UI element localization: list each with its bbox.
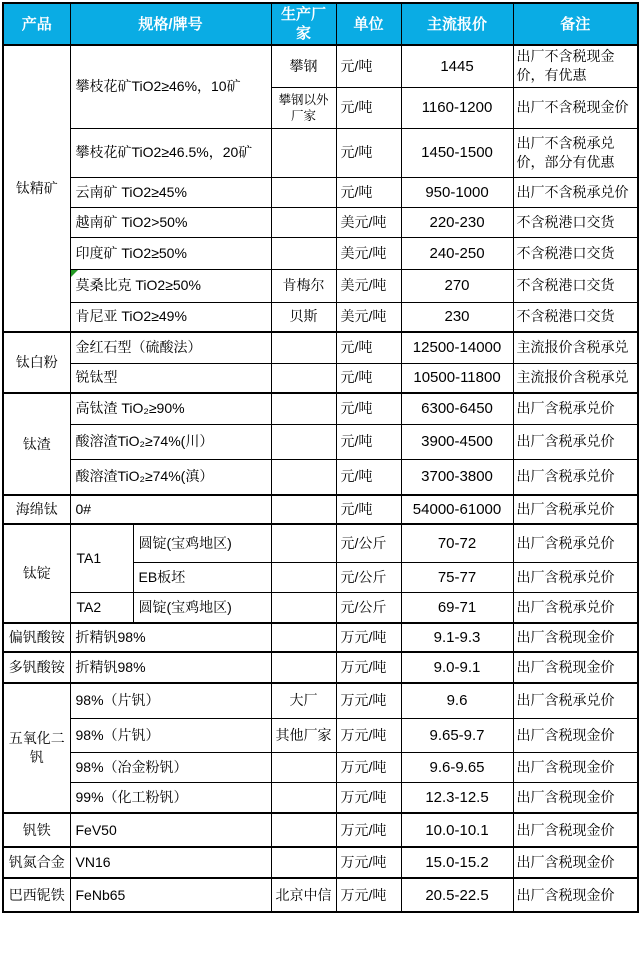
cell-product: 偏钒酸铵 xyxy=(3,623,70,652)
cell-maker xyxy=(271,495,336,524)
cell-note: 不含税港口交货 xyxy=(513,302,638,332)
cell-maker xyxy=(271,562,336,592)
cell-maker xyxy=(271,393,336,424)
cell-price: 3700-3800 xyxy=(401,459,513,495)
cell-maker xyxy=(271,177,336,207)
table-row xyxy=(3,207,638,237)
cell-note: 出厂含税现金价 xyxy=(513,718,638,752)
cell-spec-grade: TA1 xyxy=(70,524,133,592)
cell-unit: 元/吨 xyxy=(336,45,401,87)
cell-price: 9.1-9.3 xyxy=(401,623,513,652)
table-row xyxy=(3,718,638,752)
col-header-product: 产品 xyxy=(3,3,70,45)
cell-note: 出厂不含税现金价 xyxy=(513,87,638,128)
col-header-note: 备注 xyxy=(513,3,638,45)
cell-price: 240-250 xyxy=(401,237,513,269)
price-table xyxy=(2,2,639,913)
cell-note: 出厂含税现金价 xyxy=(513,847,638,878)
cell-maker xyxy=(271,459,336,495)
cell-spec: 高钛渣 TiO₂≥90% xyxy=(70,393,271,424)
cell-product: 多钒酸铵 xyxy=(3,652,70,683)
cell-note: 主流报价含税承兑 xyxy=(513,332,638,363)
cell-note: 出厂含税现金价 xyxy=(513,878,638,912)
table-row xyxy=(3,332,638,363)
cell-unit: 元/吨 xyxy=(336,495,401,524)
cell-maker xyxy=(271,752,336,782)
cell-price: 230 xyxy=(401,302,513,332)
cell-unit: 元/吨 xyxy=(336,332,401,363)
table-row xyxy=(3,752,638,782)
cell-note: 不含税港口交货 xyxy=(513,269,638,302)
cell-price: 1445 xyxy=(401,45,513,87)
cell-note: 出厂不含税承兑价，部分有优惠 xyxy=(513,128,638,177)
cell-spec: 云南矿 TiO2≥45% xyxy=(70,177,271,207)
cell-maker xyxy=(271,332,336,363)
table-row xyxy=(3,847,638,878)
cell-unit: 美元/吨 xyxy=(336,302,401,332)
cell-price: 69-71 xyxy=(401,592,513,623)
cell-unit: 美元/吨 xyxy=(336,269,401,302)
cell-unit: 万元/吨 xyxy=(336,683,401,718)
cell-spec: EB板坯 xyxy=(133,562,271,592)
cell-spec: 攀枝花矿TiO2≥46%，10矿 xyxy=(70,45,271,128)
table-row xyxy=(3,177,638,207)
cell-spec: 攀枝花矿TiO2≥46.5%，20矿 xyxy=(70,128,271,177)
cell-product: 钛渣 xyxy=(3,393,70,495)
cell-note: 出厂含税承兑价 xyxy=(513,459,638,495)
cell-price: 12500-14000 xyxy=(401,332,513,363)
cell-price: 6300-6450 xyxy=(401,393,513,424)
cell-unit: 元/吨 xyxy=(336,87,401,128)
cell-maker xyxy=(271,207,336,237)
cell-spec: 圆锭(宝鸡地区) xyxy=(133,592,271,623)
cell-product: 巴西铌铁 xyxy=(3,878,70,912)
cell-spec: FeV50 xyxy=(70,813,271,847)
cell-unit: 万元/吨 xyxy=(336,652,401,683)
cell-unit: 万元/吨 xyxy=(336,752,401,782)
table-row xyxy=(3,592,638,623)
cell-spec: 98%（片钒） xyxy=(70,683,271,718)
cell-price: 3900-4500 xyxy=(401,424,513,459)
cell-unit: 万元/吨 xyxy=(336,847,401,878)
cell-product: 五氧化二钒 xyxy=(3,683,70,813)
cell-note: 出厂含税承兑价 xyxy=(513,592,638,623)
table-row xyxy=(3,495,638,524)
cell-spec xyxy=(70,269,271,302)
cell-unit: 元/吨 xyxy=(336,393,401,424)
cell-product: 钒铁 xyxy=(3,813,70,847)
cell-price: 1450-1500 xyxy=(401,128,513,177)
cell-note: 出厂不含税现金价，有优惠 xyxy=(513,45,638,87)
table-row xyxy=(3,237,638,269)
cell-spec: 越南矿 TiO2>50% xyxy=(70,207,271,237)
cell-unit: 元/吨 xyxy=(336,128,401,177)
spec-text: 莫桑比克 TiO2≥50% xyxy=(75,277,201,293)
cell-spec: 金红石型（硫酸法） xyxy=(70,332,271,363)
col-header-unit: 单位 xyxy=(336,3,401,45)
cell-maker: 北京中信 xyxy=(271,878,336,912)
cell-spec: FeNb65 xyxy=(70,878,271,912)
cell-note: 出厂含税承兑价 xyxy=(513,495,638,524)
cell-spec: 折精钒98% xyxy=(70,623,271,652)
cell-price: 12.3-12.5 xyxy=(401,782,513,813)
cell-price: 220-230 xyxy=(401,207,513,237)
cell-spec: 98%（片钒） xyxy=(70,718,271,752)
table-row xyxy=(3,424,638,459)
cell-maker xyxy=(271,813,336,847)
table-row xyxy=(3,45,638,87)
cell-maker xyxy=(271,782,336,813)
cell-note: 出厂含税现金价 xyxy=(513,652,638,683)
cell-maker xyxy=(271,592,336,623)
header-row xyxy=(3,3,638,45)
cell-maker: 贝斯 xyxy=(271,302,336,332)
cell-product: 钛白粉 xyxy=(3,332,70,393)
cell-price: 9.65-9.7 xyxy=(401,718,513,752)
table-row xyxy=(3,524,638,562)
comment-marker-icon xyxy=(71,270,78,277)
cell-spec: VN16 xyxy=(70,847,271,878)
cell-note: 不含税港口交货 xyxy=(513,237,638,269)
table-row xyxy=(3,459,638,495)
cell-unit: 元/吨 xyxy=(336,459,401,495)
table-row xyxy=(3,128,638,177)
cell-unit: 万元/吨 xyxy=(336,718,401,752)
col-header-maker: 生产厂家 xyxy=(271,3,336,45)
cell-maker xyxy=(271,623,336,652)
cell-price: 9.6 xyxy=(401,683,513,718)
cell-price: 15.0-15.2 xyxy=(401,847,513,878)
cell-spec: 锐钛型 xyxy=(70,363,271,393)
cell-unit: 元/吨 xyxy=(336,363,401,393)
cell-spec: 酸溶渣TiO₂≥74%(滇） xyxy=(70,459,271,495)
cell-price: 950-1000 xyxy=(401,177,513,207)
cell-product: 钒氮合金 xyxy=(3,847,70,878)
cell-spec-grade: TA2 xyxy=(70,592,133,623)
cell-unit: 美元/吨 xyxy=(336,237,401,269)
cell-spec: 肯尼亚 TiO2≥49% xyxy=(70,302,271,332)
cell-note: 出厂含税现金价 xyxy=(513,623,638,652)
cell-spec: 折精钒98% xyxy=(70,652,271,683)
cell-maker xyxy=(271,237,336,269)
cell-spec: 99%（化工粉钒） xyxy=(70,782,271,813)
cell-unit: 万元/吨 xyxy=(336,623,401,652)
cell-note: 不含税港口交货 xyxy=(513,207,638,237)
table-row xyxy=(3,782,638,813)
table-row xyxy=(3,302,638,332)
col-header-spec: 规格/牌号 xyxy=(70,3,271,45)
cell-price: 9.0-9.1 xyxy=(401,652,513,683)
cell-unit: 万元/吨 xyxy=(336,813,401,847)
table-row xyxy=(3,652,638,683)
cell-maker xyxy=(271,524,336,562)
cell-maker xyxy=(271,847,336,878)
cell-note: 出厂含税承兑价 xyxy=(513,683,638,718)
table-row xyxy=(3,269,638,302)
cell-unit: 元/公斤 xyxy=(336,592,401,623)
cell-note: 出厂含税现金价 xyxy=(513,782,638,813)
cell-unit: 元/吨 xyxy=(336,424,401,459)
cell-note: 出厂含税现金价 xyxy=(513,752,638,782)
cell-maker xyxy=(271,363,336,393)
cell-price: 54000-61000 xyxy=(401,495,513,524)
col-header-price: 主流报价 xyxy=(401,3,513,45)
cell-product: 海绵钛 xyxy=(3,495,70,524)
cell-price: 70-72 xyxy=(401,524,513,562)
cell-unit: 万元/吨 xyxy=(336,782,401,813)
cell-unit: 元/公斤 xyxy=(336,562,401,592)
cell-note: 出厂含税承兑价 xyxy=(513,524,638,562)
cell-note: 出厂含税承兑价 xyxy=(513,424,638,459)
cell-note: 出厂含税承兑价 xyxy=(513,393,638,424)
table-row xyxy=(3,363,638,393)
cell-note: 出厂含税承兑价 xyxy=(513,562,638,592)
cell-spec: 0# xyxy=(70,495,271,524)
cell-note: 出厂含税现金价 xyxy=(513,813,638,847)
cell-maker: 大厂 xyxy=(271,683,336,718)
table-row xyxy=(3,393,638,424)
table-row xyxy=(3,683,638,718)
cell-unit: 元/吨 xyxy=(336,177,401,207)
cell-unit: 元/公斤 xyxy=(336,524,401,562)
cell-product: 钛锭 xyxy=(3,524,70,623)
table-row xyxy=(3,878,638,912)
cell-maker: 肯梅尔 xyxy=(271,269,336,302)
cell-price: 9.6-9.65 xyxy=(401,752,513,782)
cell-maker xyxy=(271,652,336,683)
cell-product: 钛精矿 xyxy=(3,45,70,332)
cell-spec: 圆锭(宝鸡地区) xyxy=(133,524,271,562)
cell-unit: 万元/吨 xyxy=(336,878,401,912)
table-row xyxy=(3,813,638,847)
cell-price: 10500-11800 xyxy=(401,363,513,393)
cell-maker: 攀钢以外厂家 xyxy=(271,87,336,128)
cell-note: 主流报价含税承兑 xyxy=(513,363,638,393)
cell-spec: 印度矿 TiO2≥50% xyxy=(70,237,271,269)
cell-maker: 攀钢 xyxy=(271,45,336,87)
cell-spec: 酸溶渣TiO₂≥74%(川） xyxy=(70,424,271,459)
cell-spec: 98%（冶金粉钒） xyxy=(70,752,271,782)
cell-note: 出厂不含税承兑价 xyxy=(513,177,638,207)
cell-price: 10.0-10.1 xyxy=(401,813,513,847)
cell-price: 270 xyxy=(401,269,513,302)
cell-maker: 其他厂家 xyxy=(271,718,336,752)
cell-unit: 美元/吨 xyxy=(336,207,401,237)
table-row xyxy=(3,623,638,652)
cell-maker xyxy=(271,128,336,177)
cell-price: 75-77 xyxy=(401,562,513,592)
cell-maker xyxy=(271,424,336,459)
cell-price: 20.5-22.5 xyxy=(401,878,513,912)
cell-price: 1160-1200 xyxy=(401,87,513,128)
